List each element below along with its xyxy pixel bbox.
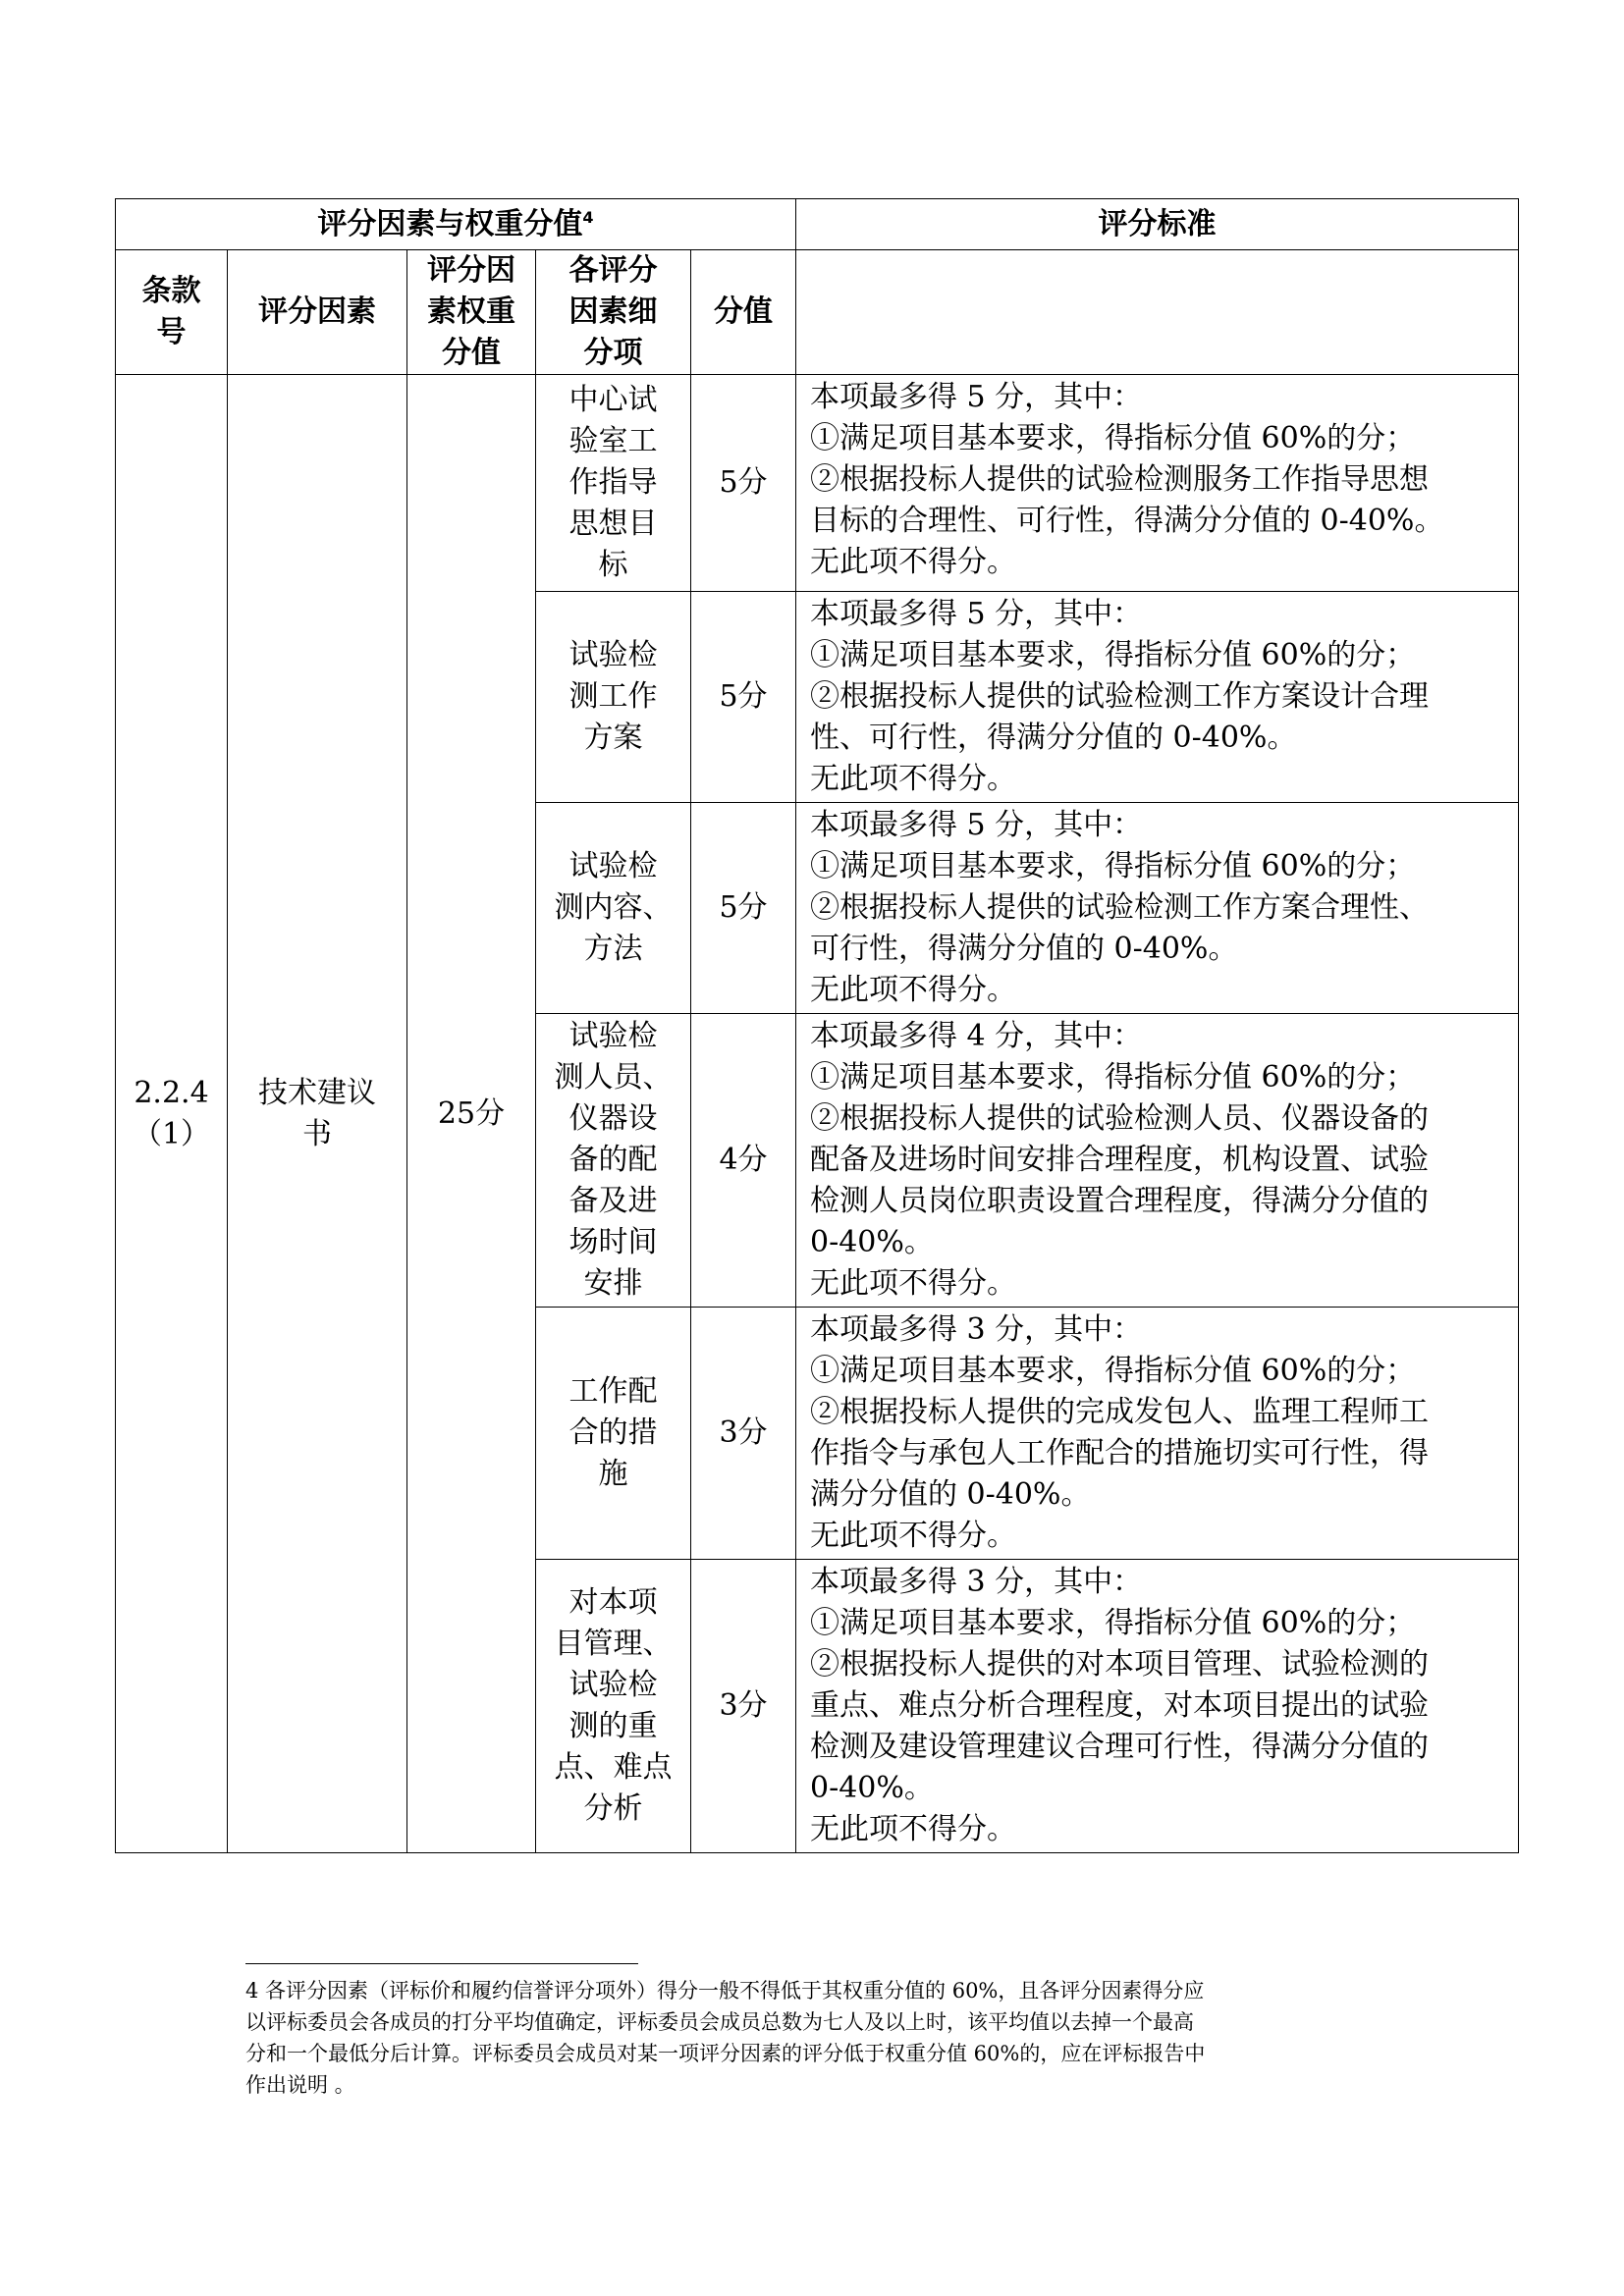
text-line: 书 bbox=[302, 1116, 332, 1151]
text-line: 可行性，得满分分值的 0-40%。 bbox=[810, 932, 1238, 966]
text-line: 各评分 bbox=[568, 253, 658, 288]
sub-item-score: 5分 bbox=[691, 375, 796, 592]
header-scoring-factors: 评分因素与权重分值$^4$ bbox=[116, 199, 796, 250]
text-line: 2.2.4 bbox=[134, 1075, 209, 1110]
text-line: ②根据投标人提供的试验检测工作方案设计合理 bbox=[810, 679, 1429, 714]
footnote-ref: 4 bbox=[582, 207, 594, 227]
text-line: 目管理、 bbox=[554, 1627, 673, 1661]
text-line: 试验检 bbox=[568, 1668, 658, 1702]
sub-item-score: 5分 bbox=[691, 592, 796, 803]
text-line: 素权重 bbox=[427, 294, 515, 329]
text-line: 试验检 bbox=[568, 849, 658, 883]
text-line: 验室工 bbox=[568, 424, 658, 458]
text-line: 施 bbox=[598, 1457, 628, 1491]
footnote bbox=[245, 1975, 1394, 2101]
text-line: ②根据投标人提供的试验检测工作方案合理性、 bbox=[810, 890, 1429, 925]
subheader-row bbox=[116, 250, 1519, 375]
text-line: 方案 bbox=[583, 721, 643, 755]
text-line: 测人员、 bbox=[554, 1060, 673, 1095]
text-line: 本项最多得 3 分，其中： bbox=[810, 1312, 1143, 1347]
text-line: 性、可行性，得满分分值的 0-40%。 bbox=[810, 721, 1297, 755]
text-line: 合的措 bbox=[568, 1415, 658, 1450]
text-line: 号 bbox=[156, 315, 187, 349]
text-line: 满分分值的 0-40%。 bbox=[810, 1477, 1091, 1512]
sub-item-score: 3分 bbox=[691, 1308, 796, 1560]
footnote-rule bbox=[245, 1963, 638, 1964]
text-line: 本项最多得 3 分，其中： bbox=[810, 1565, 1143, 1599]
text-line: ②根据投标人提供的试验检测人员、仪器设备的 bbox=[810, 1101, 1429, 1136]
header-factor bbox=[228, 250, 407, 375]
text-line: 备及进 bbox=[568, 1184, 658, 1218]
text-line: 本项最多得 5 分，其中： bbox=[810, 380, 1143, 414]
criteria bbox=[796, 803, 1519, 1014]
sub-item bbox=[536, 375, 691, 592]
text-line: 测内容、 bbox=[554, 890, 673, 925]
text-line: 分析 bbox=[583, 1791, 643, 1826]
text-line: 作指令与承包人工作配合的措施切实可行性，得 bbox=[810, 1436, 1429, 1470]
text-line: 作指导 bbox=[568, 465, 658, 500]
text-line: 测的重 bbox=[568, 1709, 658, 1743]
text-line: 本项最多得 5 分，其中： bbox=[810, 597, 1143, 631]
text-line: 无此项不得分。 bbox=[810, 545, 1016, 579]
scoring-factor bbox=[228, 375, 407, 1853]
text-line: 条款 bbox=[141, 274, 201, 308]
text-line: 分项 bbox=[583, 336, 643, 370]
text-line: ①满足项目基本要求，得指标分值 60%的分； bbox=[810, 1354, 1416, 1388]
criteria bbox=[796, 592, 1519, 803]
text-line: 重点、难点分析合理程度，对本项目提出的试验 bbox=[810, 1688, 1429, 1723]
text-line: 无此项不得分。 bbox=[810, 1266, 1016, 1301]
text-line: 场时间 bbox=[568, 1225, 658, 1259]
sub-item bbox=[536, 1014, 691, 1308]
sub-item-score: 5分 bbox=[691, 803, 796, 1014]
text-line: 测工作 bbox=[568, 679, 658, 714]
text-line: 分和一个最低分后计算。评标委员会成员对某一项评分因素的评分低于权重分值 60%的，应在评标报告中 bbox=[245, 2042, 1206, 2065]
text-line: 安排 bbox=[583, 1266, 643, 1301]
text-line: 标 bbox=[598, 548, 628, 582]
text-line: ①满足项目基本要求，得指标分值 60%的分； bbox=[810, 849, 1416, 883]
text-line: 技术建议 bbox=[258, 1075, 376, 1110]
header-empty bbox=[796, 250, 1519, 375]
sub-item bbox=[536, 1560, 691, 1853]
header-score bbox=[691, 250, 796, 375]
text-line: 0-40%。 bbox=[810, 1225, 934, 1259]
text-line: ①满足项目基本要求，得指标分值 60%的分； bbox=[810, 1060, 1416, 1095]
text-line: 工作配 bbox=[568, 1374, 658, 1409]
text-line: ①满足项目基本要求，得指标分值 60%的分； bbox=[810, 421, 1416, 455]
text-line: 无此项不得分。 bbox=[810, 1519, 1016, 1553]
text-line: ①满足项目基本要求，得指标分值 60%的分； bbox=[810, 638, 1416, 672]
text-line: 试验检 bbox=[568, 638, 658, 672]
criteria bbox=[796, 1560, 1519, 1853]
header-clause-no bbox=[116, 250, 228, 375]
text-line: 目标的合理性、可行性，得满分分值的 0-40%。 bbox=[810, 504, 1444, 538]
text-line: 本项最多得 4 分，其中： bbox=[810, 1019, 1143, 1053]
text-line: 分值 bbox=[442, 336, 501, 370]
clause-number bbox=[116, 375, 228, 1853]
text-line: 点、难点 bbox=[554, 1750, 673, 1785]
text-line: （1） bbox=[132, 1116, 211, 1151]
text-line: ②根据投标人提供的试验检测服务工作指导思想 bbox=[810, 462, 1429, 497]
text-line: 方法 bbox=[583, 932, 643, 966]
text-line: 0-40%。 bbox=[810, 1771, 934, 1805]
sub-item bbox=[536, 803, 691, 1014]
text-line: 无此项不得分。 bbox=[810, 762, 1016, 796]
text-line: 分值 bbox=[714, 294, 773, 329]
text-line: 本项最多得 5 分，其中： bbox=[810, 808, 1143, 842]
sub-item bbox=[536, 1308, 691, 1560]
text-line: 以评标委员会各成员的打分平均值确定，评标委员会成员总数为七人及以上时，该平均值以去掉一个最高 bbox=[245, 2010, 1194, 2034]
text-line: 对本项 bbox=[568, 1585, 658, 1620]
factor-weight: 25分 bbox=[407, 375, 536, 1853]
text-line: 中心试 bbox=[568, 383, 658, 417]
text-line: 检测人员岗位职责设置合理程度，得满分分值的 bbox=[810, 1184, 1429, 1218]
text-line: ②根据投标人提供的对本项目管理、试验检测的 bbox=[810, 1647, 1429, 1682]
text-line: 无此项不得分。 bbox=[810, 1812, 1016, 1846]
text-line: 思想目 bbox=[568, 507, 658, 541]
text-line: 配备及进场时间安排合理程度，机构设置、试验 bbox=[810, 1143, 1429, 1177]
text-line: 作出说明 。 bbox=[245, 2073, 355, 2097]
text-line: ①满足项目基本要求，得指标分值 60%的分； bbox=[810, 1606, 1416, 1640]
header-row bbox=[116, 199, 1519, 250]
text-line: 试验检 bbox=[568, 1019, 658, 1053]
text-line: 评分因 bbox=[427, 253, 515, 288]
text-line: 检测及建设管理建议合理可行性，得满分分值的 bbox=[810, 1730, 1429, 1764]
scoring-table bbox=[115, 198, 1519, 1853]
text-line: 评分因素 bbox=[258, 294, 376, 329]
sub-item bbox=[536, 592, 691, 803]
header-scoring-criteria: 评分标准 bbox=[796, 199, 1519, 250]
table-row bbox=[116, 375, 1519, 592]
text-line: 无此项不得分。 bbox=[810, 973, 1016, 1007]
text-line: 仪器设 bbox=[568, 1101, 658, 1136]
text-line: ②根据投标人提供的完成发包人、监理工程师工 bbox=[810, 1395, 1429, 1429]
text-line: 备的配 bbox=[568, 1143, 658, 1177]
header-sub-item bbox=[536, 250, 691, 375]
criteria bbox=[796, 1308, 1519, 1560]
sub-item-score: 4分 bbox=[691, 1014, 796, 1308]
criteria bbox=[796, 375, 1519, 592]
text-line: 因素细 bbox=[568, 294, 658, 329]
criteria bbox=[796, 1014, 1519, 1308]
text-line: 4 各评分因素（评标价和履约信誉评分项外）得分一般不得低于其权重分值的 60%，且各评分因素得分应 bbox=[245, 1979, 1205, 2002]
sub-item-score: 3分 bbox=[691, 1560, 796, 1853]
header-weight bbox=[407, 250, 536, 375]
